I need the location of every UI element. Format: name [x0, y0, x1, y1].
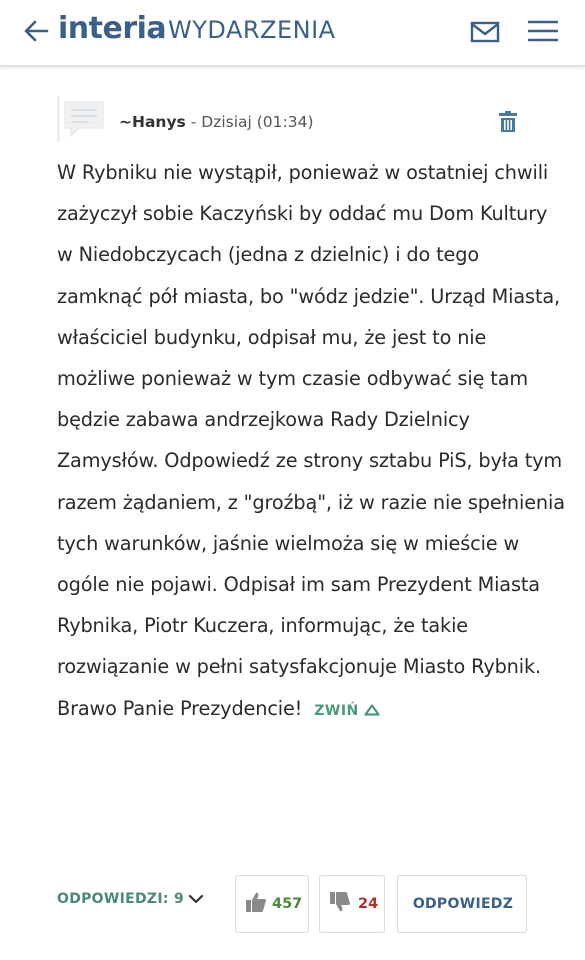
comment-actions — [57, 875, 537, 933]
replies-count: ODPOWIEDZI: 9 — [57, 891, 184, 907]
hamburger-menu-icon[interactable] — [528, 18, 558, 44]
collapse-button[interactable] — [314, 703, 380, 719]
collapse-label: ZWIŃ — [314, 702, 359, 719]
downvote-button[interactable] — [319, 875, 385, 933]
replies-toggle[interactable] — [57, 891, 204, 907]
reply-button[interactable] — [397, 875, 527, 933]
author-name[interactable]: ~Hanys — [119, 113, 186, 131]
upvote-count: 457 — [272, 896, 303, 912]
chevron-down-icon — [188, 893, 204, 905]
comment-timestamp: - Dzisiaj (01:34) — [190, 113, 314, 131]
envelope-icon[interactable] — [470, 20, 500, 44]
section-title: WYDARZENIA — [168, 16, 336, 44]
comment-text: W Rybniku nie wystąpił, ponieważ w ostatniej chwili zażyczył sobie Kaczyński by oddać mu Dom Kultury w Niedobczycach (jedna z dzielnic) i do tego zamknąć pół miasta, bo "wódz jedzie". Urząd Miasta, właściciel budynku, odpisał mu, że jest to nie możliwe ponieważ w tym czasie odbywać się tam będzie zabawa andrzejkowa Rady Dzielnicy Zamysłów. Odpowiedź ze strony sztabu PiS, była tym razem żądaniem, z "groźbą", iż w razie nie spełnienia tych warunków, jaśnie wielmoża się w mieście w ogóle nie pojawi. Odpisał im sam Prezydent Miasta Rybnika, Piotr Kuczera, informując, że takie rozwiązanie w pełni satysfakcjonuje Miasto Rybnik. Brawo Panie Prezydencie! — [57, 161, 565, 720]
arrow-left-icon[interactable] — [22, 18, 50, 44]
comment-avatar-placeholder-icon — [57, 96, 107, 142]
comment-header — [119, 113, 314, 131]
comment-body — [57, 152, 567, 732]
reply-button-label: ODPOWIEDZ — [412, 896, 514, 912]
trash-icon[interactable] — [498, 111, 518, 133]
interia-logo[interactable]: interia — [58, 11, 167, 46]
upvote-button[interactable] — [235, 875, 309, 933]
thumbs-down-icon — [329, 891, 351, 913]
downvote-count: 24 — [358, 896, 379, 912]
triangle-up-icon — [364, 704, 380, 716]
thumbs-up-icon — [245, 891, 267, 913]
top-bar — [0, 0, 585, 66]
